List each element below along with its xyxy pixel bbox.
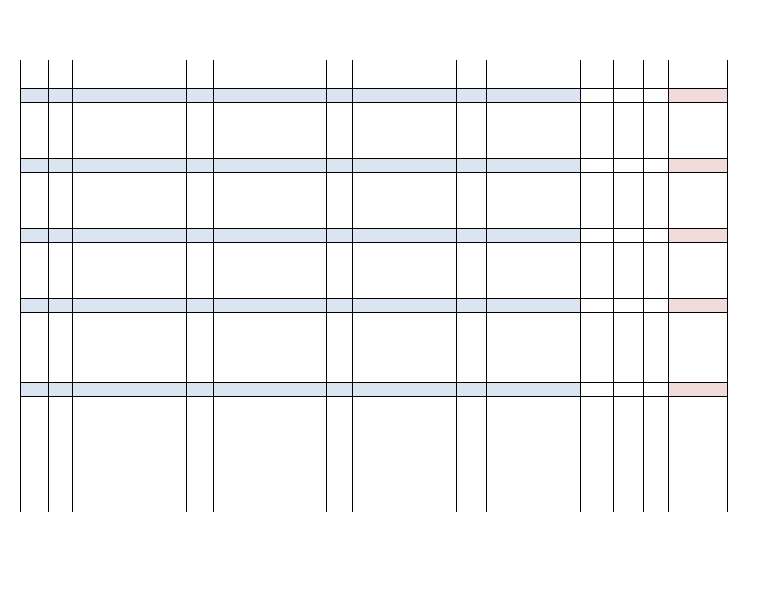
dinner-kcal [456,312,486,326]
weight-value [613,228,643,242]
lunch-kcal [326,326,352,340]
unit-kcal-delta [668,214,724,228]
lunch-kcal [326,494,352,508]
sub-value-2 [674,200,726,214]
unit-kgs [613,144,641,158]
kcal-balance [578,88,612,102]
lunch-kcal [326,312,352,326]
sub-value-2 [674,424,726,438]
lunch-item [215,256,325,270]
daily-kcal-label [488,340,579,354]
net-balance [640,396,668,410]
day-total-band [20,228,580,242]
day-total-band [20,158,580,172]
lunch-item [215,326,325,340]
column-divider [20,60,21,512]
dinner-kcal [456,326,486,340]
net-balance [640,312,668,326]
exercise-kcal [580,172,613,186]
start-weight [48,102,72,116]
kcal-balance [578,298,612,312]
exercise-note [488,410,579,424]
breakfast-total [189,214,215,228]
sub-value-2 [674,340,726,354]
sub-value-1 [613,424,643,438]
dinner-kcal [456,242,486,256]
dinner-kcal [456,424,486,438]
kg-lost [643,298,667,312]
lunch-item [215,424,325,438]
date-day [20,396,48,410]
exercise-note [488,186,579,200]
breakfast-kcal [186,102,213,116]
breakfast-total [189,74,215,88]
breakfast-total [189,368,215,382]
breakfast-item [74,172,185,186]
dinner-total [459,214,485,228]
unit-kg-delta [643,284,667,298]
breakfast-kcal [186,116,213,130]
dinner-kcal [456,396,486,410]
exercise-kcal [580,242,613,256]
day-total-band [20,298,580,312]
lunch-item [215,354,325,368]
daily-kcal-label [488,200,579,214]
dinner-item [354,186,455,200]
lunch-kcal [326,438,352,452]
lunch-kcal [326,172,352,186]
dinner-item [354,396,455,410]
net-kcal [613,242,643,256]
kg-lost [643,88,667,102]
net-kcal [613,396,643,410]
dinner-kcal [456,200,486,214]
breakfast-item [74,186,185,200]
day-total-band [20,88,580,102]
lunch-kcal [326,116,352,130]
date-month [20,326,48,340]
cumulative-kcal [674,158,726,172]
weight-value [613,298,643,312]
lunch-item [215,102,325,116]
unit-kgs [613,74,641,88]
lunch-kcal [326,186,352,200]
lunch-kcal [326,200,352,214]
day-total [316,158,376,172]
sub-value-1 [613,340,643,354]
unit-kgs [613,284,641,298]
lunch-item [215,410,325,424]
dinner-kcal [456,340,486,354]
weight-value [613,88,643,102]
lunch-item [215,480,325,494]
column-divider [213,60,214,512]
lunch-kcal [326,354,352,368]
day-total [316,228,376,242]
column-divider [668,60,669,512]
dinner-item [354,270,455,284]
column-divider [613,60,614,512]
column-divider [456,60,457,512]
daily-kcal-use [580,270,613,284]
weight-value [613,382,643,396]
column-divider [48,60,49,512]
cumulative-kcal [674,298,726,312]
exercise-label [488,242,579,256]
row-divider [20,158,727,159]
column-divider [580,60,581,512]
lunch-item [215,494,325,508]
dinner-total [459,368,485,382]
lunch-item [215,186,325,200]
weight-value [613,158,643,172]
date-day [20,312,48,326]
lunch-kcal [326,410,352,424]
date-day [20,102,48,116]
date-month [20,410,48,424]
unit-kcal-delta [668,144,724,158]
column-divider [326,60,327,512]
dinner-item [354,116,455,130]
unit-kcal-delta [668,284,724,298]
column-divider [643,60,644,512]
dinner-item [354,312,455,326]
sub-value-1 [613,200,643,214]
net-balance [640,242,668,256]
kcal-balance [578,382,612,396]
cumulative-kcal [674,88,726,102]
unit-kg-delta [643,368,667,382]
date-month [20,116,48,130]
net-balance [640,102,668,116]
kg-lost [643,382,667,396]
exercise-label [488,312,579,326]
breakfast-item [74,102,185,116]
lunch-item [215,466,325,480]
remaining-kcal [674,172,726,186]
dinner-item [354,340,455,354]
start-weight [48,312,72,326]
breakfast-item [74,116,185,130]
start-weight [48,396,72,410]
unit-kg-delta [643,144,667,158]
dinner-total [459,144,485,158]
daily-kcal-label [488,424,579,438]
kg-lost [643,158,667,172]
breakfast-kcal [186,396,213,410]
column-divider [486,60,487,512]
lunch-item [215,452,325,466]
column-divider [727,60,728,512]
lunch-kcal [326,396,352,410]
lunch-item [215,396,325,410]
dinner-item [354,326,455,340]
column-divider [352,60,353,512]
date-month [20,256,48,270]
remaining-kcal [674,396,726,410]
dinner-kcal [456,410,486,424]
day-total [316,88,376,102]
dinner-kcal [456,116,486,130]
daily-kcal-use [580,200,613,214]
lunch-kcal [326,466,352,480]
unit-kcal-delta [668,368,724,382]
exercise-note [488,256,579,270]
dinner-item [354,172,455,186]
sub-value-2 [674,270,726,284]
cumulative-kcal [674,382,726,396]
kcal-balance [578,158,612,172]
row-divider [20,88,727,89]
net-kcal [613,102,643,116]
start-weight [48,242,72,256]
exercise-label [488,102,579,116]
exercise-note [488,116,579,130]
net-kcal [613,312,643,326]
daily-kcal-use [580,130,613,144]
kcal-balance [578,228,612,242]
daily-kcal-use [580,340,613,354]
date-day [20,242,48,256]
lunch-kcal [326,340,352,354]
lunch-item [215,116,325,130]
row-divider [20,298,727,299]
dinner-item [354,424,455,438]
sub-value-2 [674,130,726,144]
breakfast-item [74,396,185,410]
row-divider [20,228,727,229]
day-total [316,382,376,396]
column-divider [72,60,73,512]
kg-lost [643,228,667,242]
dinner-item [354,242,455,256]
breakfast-kcal [186,410,213,424]
lunch-kcal [326,480,352,494]
cumulative-kcal [674,228,726,242]
sub-value-1 [613,270,643,284]
dinner-item [354,102,455,116]
breakfast-total [189,144,215,158]
dinner-item [354,256,455,270]
dinner-item [354,410,455,424]
net-balance [640,172,668,186]
exercise-kcal [580,396,613,410]
exercise-kcal [580,312,613,326]
daily-kcal-use [580,424,613,438]
date-month [20,186,48,200]
breakfast-item [74,410,185,424]
lunch-item [215,312,325,326]
breakfast-kcal [186,172,213,186]
unit-kgs [613,214,641,228]
exercise-label [488,172,579,186]
lunch-item [215,200,325,214]
exercise-note [488,326,579,340]
unit-kg-delta [643,214,667,228]
dinner-total [459,74,485,88]
lunch-kcal [326,102,352,116]
unit-kgs [613,368,641,382]
breakfast-total [189,284,215,298]
exercise-label [488,396,579,410]
start-weight [48,172,72,186]
lunch-item [215,340,325,354]
day-total-band [20,382,580,396]
dinner-kcal [456,102,486,116]
breakfast-kcal [186,186,213,200]
remaining-kcal [674,102,726,116]
net-kcal [613,172,643,186]
lunch-kcal [326,242,352,256]
dinner-item [354,200,455,214]
dinner-kcal [456,270,486,284]
lunch-item [215,242,325,256]
dinner-kcal [456,256,486,270]
dinner-kcal [456,186,486,200]
dinner-total [459,284,485,298]
dinner-kcal [456,172,486,186]
lunch-kcal [326,452,352,466]
daily-kcal-label [488,270,579,284]
lunch-kcal [326,256,352,270]
column-divider [186,60,187,512]
day-total [316,298,376,312]
row-divider [20,382,727,383]
lunch-item [215,438,325,452]
sub-value-1 [613,130,643,144]
remaining-kcal [674,312,726,326]
daily-kcal-label [488,130,579,144]
unit-kcal-delta [668,74,724,88]
date-day [20,172,48,186]
unit-kg-delta [643,74,667,88]
exercise-kcal [580,102,613,116]
lunch-item [215,172,325,186]
lunch-kcal [326,424,352,438]
remaining-kcal [674,242,726,256]
